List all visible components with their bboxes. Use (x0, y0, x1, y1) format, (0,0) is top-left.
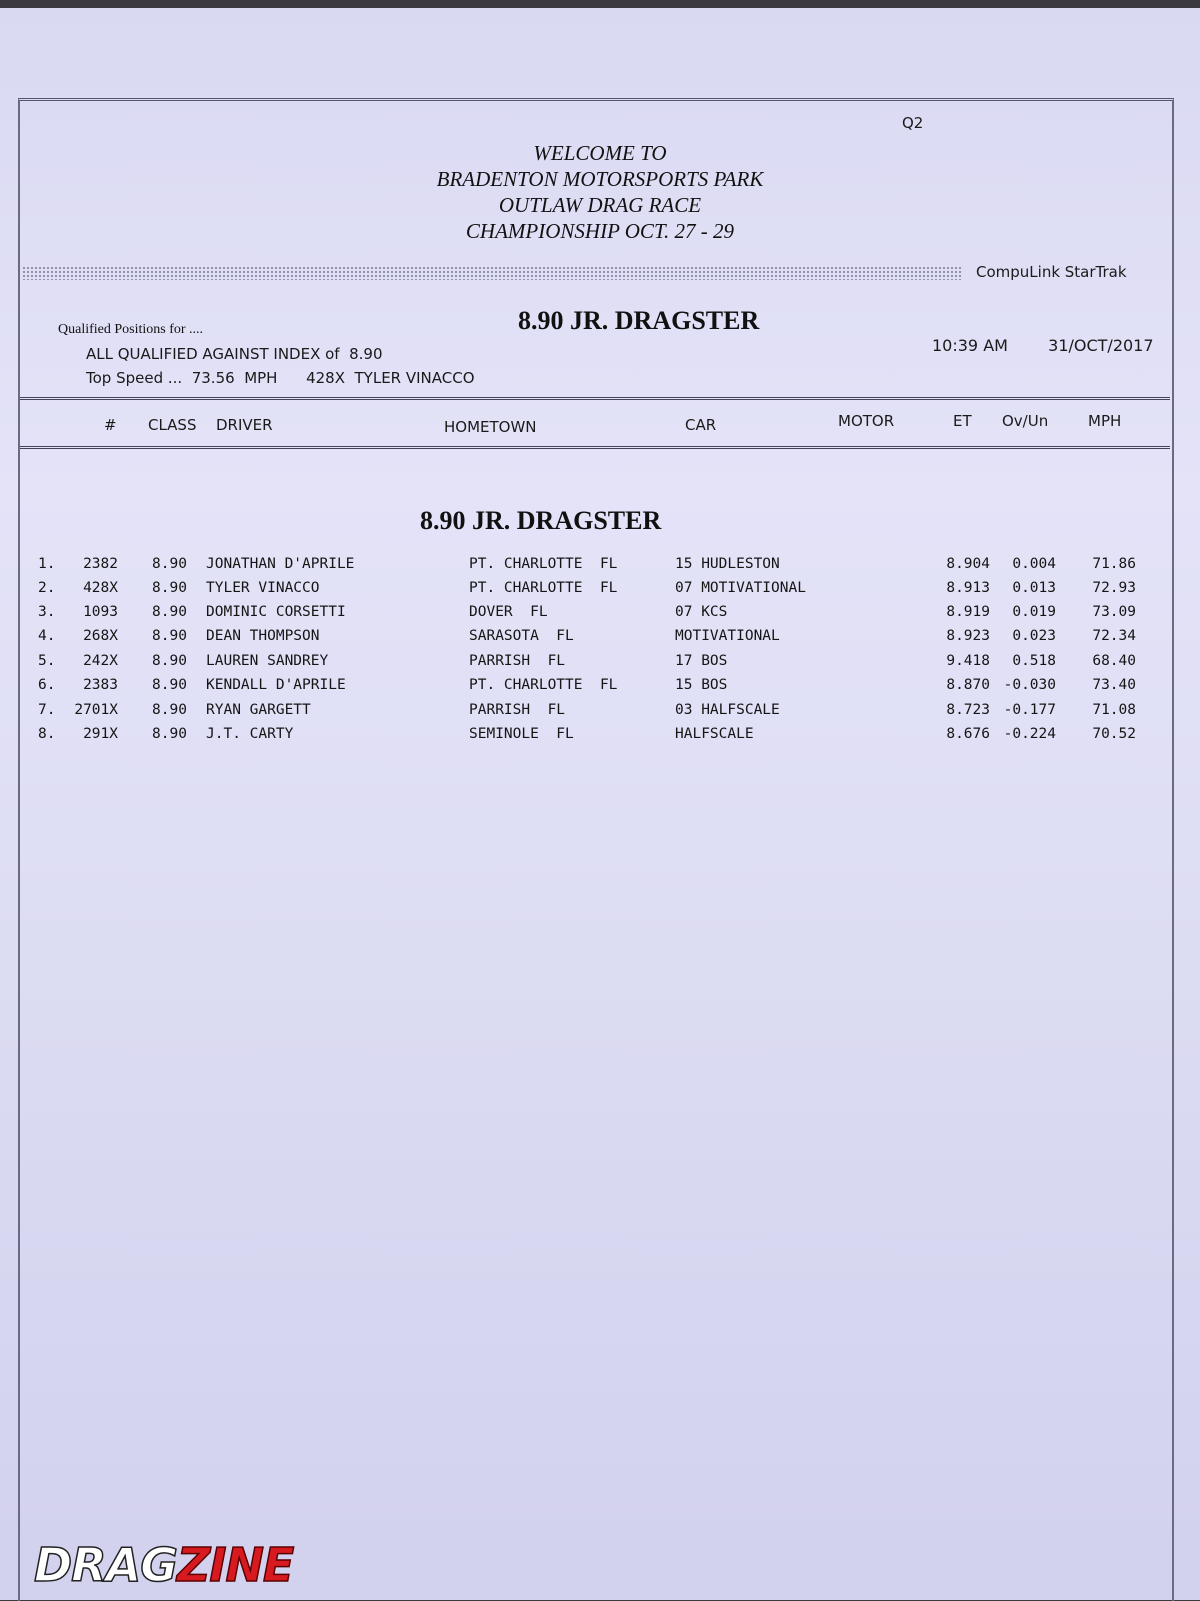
class-index: 8.90 (152, 677, 187, 693)
car-name: 07 MOTIVATIONAL (675, 580, 806, 596)
class-title: 8.90 JR. DRAGSTER (518, 306, 760, 335)
speed-mph: 68.40 (1092, 653, 1136, 669)
car-name: 07 KCS (675, 604, 728, 620)
speed-mph: 72.93 (1092, 580, 1136, 596)
table-row (0, 653, 1200, 677)
driver-name: TYLER VINACCO (206, 580, 320, 596)
driver-name: DEAN THOMPSON (206, 628, 320, 644)
col-mph-header: MPH (1088, 412, 1122, 430)
elapsed-time: 8.676 (946, 726, 990, 742)
col-class-header: CLASS (148, 416, 197, 434)
car-number: 1093 (83, 604, 118, 620)
table-row (0, 604, 1200, 628)
speed-mph: 70.52 (1092, 726, 1136, 742)
section-title: 8.90 JR. DRAGSTER (420, 506, 662, 535)
car-name: 15 HUDLESTON (675, 556, 780, 572)
over-under: 0.019 (1012, 604, 1056, 620)
car-name: 17 BOS (675, 653, 728, 669)
header-rule-top (20, 397, 1170, 400)
class-index: 8.90 (152, 556, 187, 572)
timestamp (932, 336, 1154, 355)
speed-mph: 72.34 (1092, 628, 1136, 644)
over-under: 0.004 (1012, 556, 1056, 572)
elapsed-time: 8.919 (946, 604, 990, 620)
over-under: 0.013 (1012, 580, 1056, 596)
table-row (0, 726, 1200, 750)
logo-part-zine: ZINE (176, 1538, 294, 1592)
class-index: 8.90 (152, 604, 187, 620)
position: 7. (38, 702, 56, 718)
car-name: HALFSCALE (675, 726, 754, 742)
class-index: 8.90 (152, 702, 187, 718)
table-row (0, 702, 1200, 726)
index-line: ALL QUALIFIED AGAINST INDEX of 8.90 (86, 345, 383, 363)
results-sheet (0, 8, 1200, 1600)
over-under: 0.023 (1012, 628, 1056, 644)
table-row (0, 628, 1200, 652)
header-rule-bottom (20, 446, 1170, 449)
class-index: 8.90 (152, 653, 187, 669)
top-speed-line: Top Speed ... 73.56 MPH 428X TYLER VINACCO (86, 369, 475, 387)
speed-mph: 73.09 (1092, 604, 1136, 620)
position: 6. (38, 677, 56, 693)
speed-mph: 71.08 (1092, 702, 1136, 718)
hometown: PARRISH FL (469, 702, 566, 718)
dotted-divider (22, 266, 962, 280)
class-index: 8.90 (152, 628, 187, 644)
table-row (0, 556, 1200, 580)
dragzine-logo (34, 1538, 293, 1592)
col-num-header: # (104, 416, 117, 434)
hometown: PARRISH FL (469, 653, 566, 669)
hometown: PT. CHARLOTTE FL (469, 580, 618, 596)
driver-name: KENDALL D'APRILE (206, 677, 346, 693)
hometown: DOVER FL (469, 604, 548, 620)
over-under: -0.177 (1003, 702, 1056, 718)
speed-mph: 73.40 (1092, 677, 1136, 693)
elapsed-time: 8.723 (946, 702, 990, 718)
table-row (0, 580, 1200, 604)
elapsed-time: 9.418 (946, 653, 990, 669)
welcome-line: BRADENTON MOTORSPORTS PARK (436, 167, 764, 191)
qualified-label: Qualified Positions for .... (58, 322, 204, 337)
driver-name: LAUREN SANDREY (206, 653, 329, 669)
col-car-header: CAR (685, 416, 717, 434)
elapsed-time: 8.923 (946, 628, 990, 644)
car-number: 242X (83, 653, 118, 669)
col-ovun-header: Ov/Un (1002, 412, 1049, 430)
col-motor-header: MOTOR (838, 412, 895, 430)
driver-name: JONATHAN D'APRILE (206, 556, 355, 572)
elapsed-time: 8.870 (946, 677, 990, 693)
driver-name: RYAN GARGETT (206, 702, 311, 718)
car-number: 291X (83, 726, 118, 742)
position: 1. (38, 556, 56, 572)
system-name: CompuLink StarTrak (976, 263, 1127, 281)
col-driver-header: DRIVER (216, 416, 273, 434)
car-name: 15 BOS (675, 677, 728, 693)
position: 3. (38, 604, 56, 620)
position: 5. (38, 653, 56, 669)
driver-name: J.T. CARTY (206, 726, 294, 742)
welcome-banner (300, 140, 900, 244)
welcome-line: OUTLAW DRAG RACE (498, 193, 702, 217)
position: 8. (38, 726, 56, 742)
welcome-line: CHAMPIONSHIP OCT. 27 - 29 (465, 219, 735, 243)
car-number: 2383 (83, 677, 118, 693)
car-number: 2701X (74, 702, 118, 718)
over-under: -0.224 (1003, 726, 1056, 742)
sheet-code: Q2 (902, 114, 924, 132)
report-time: 10:39 AM (932, 336, 1008, 355)
position: 4. (38, 628, 56, 644)
hometown: SEMINOLE FL (469, 726, 574, 742)
elapsed-time: 8.913 (946, 580, 990, 596)
hometown: PT. CHARLOTTE FL (469, 677, 618, 693)
position: 2. (38, 580, 56, 596)
report-date: 31/OCT/2017 (1048, 336, 1154, 355)
car-number: 428X (83, 580, 118, 596)
speed-mph: 71.86 (1092, 556, 1136, 572)
driver-name: DOMINIC CORSETTI (206, 604, 346, 620)
class-index: 8.90 (152, 726, 187, 742)
col-et-header: ET (953, 412, 972, 430)
over-under: -0.030 (1003, 677, 1056, 693)
car-number: 268X (83, 628, 118, 644)
elapsed-time: 8.904 (946, 556, 990, 572)
col-hometown-header: HOMETOWN (444, 418, 537, 436)
welcome-line: WELCOME TO (533, 141, 667, 165)
table-row (0, 677, 1200, 701)
hometown: SARASOTA FL (469, 628, 574, 644)
over-under: 0.518 (1012, 653, 1056, 669)
hometown: PT. CHARLOTTE FL (469, 556, 618, 572)
class-index: 8.90 (152, 580, 187, 596)
logo-part-drag: DRAG (34, 1538, 177, 1592)
car-name: 03 HALFSCALE (675, 702, 780, 718)
car-number: 2382 (83, 556, 118, 572)
car-name: MOTIVATIONAL (675, 628, 780, 644)
